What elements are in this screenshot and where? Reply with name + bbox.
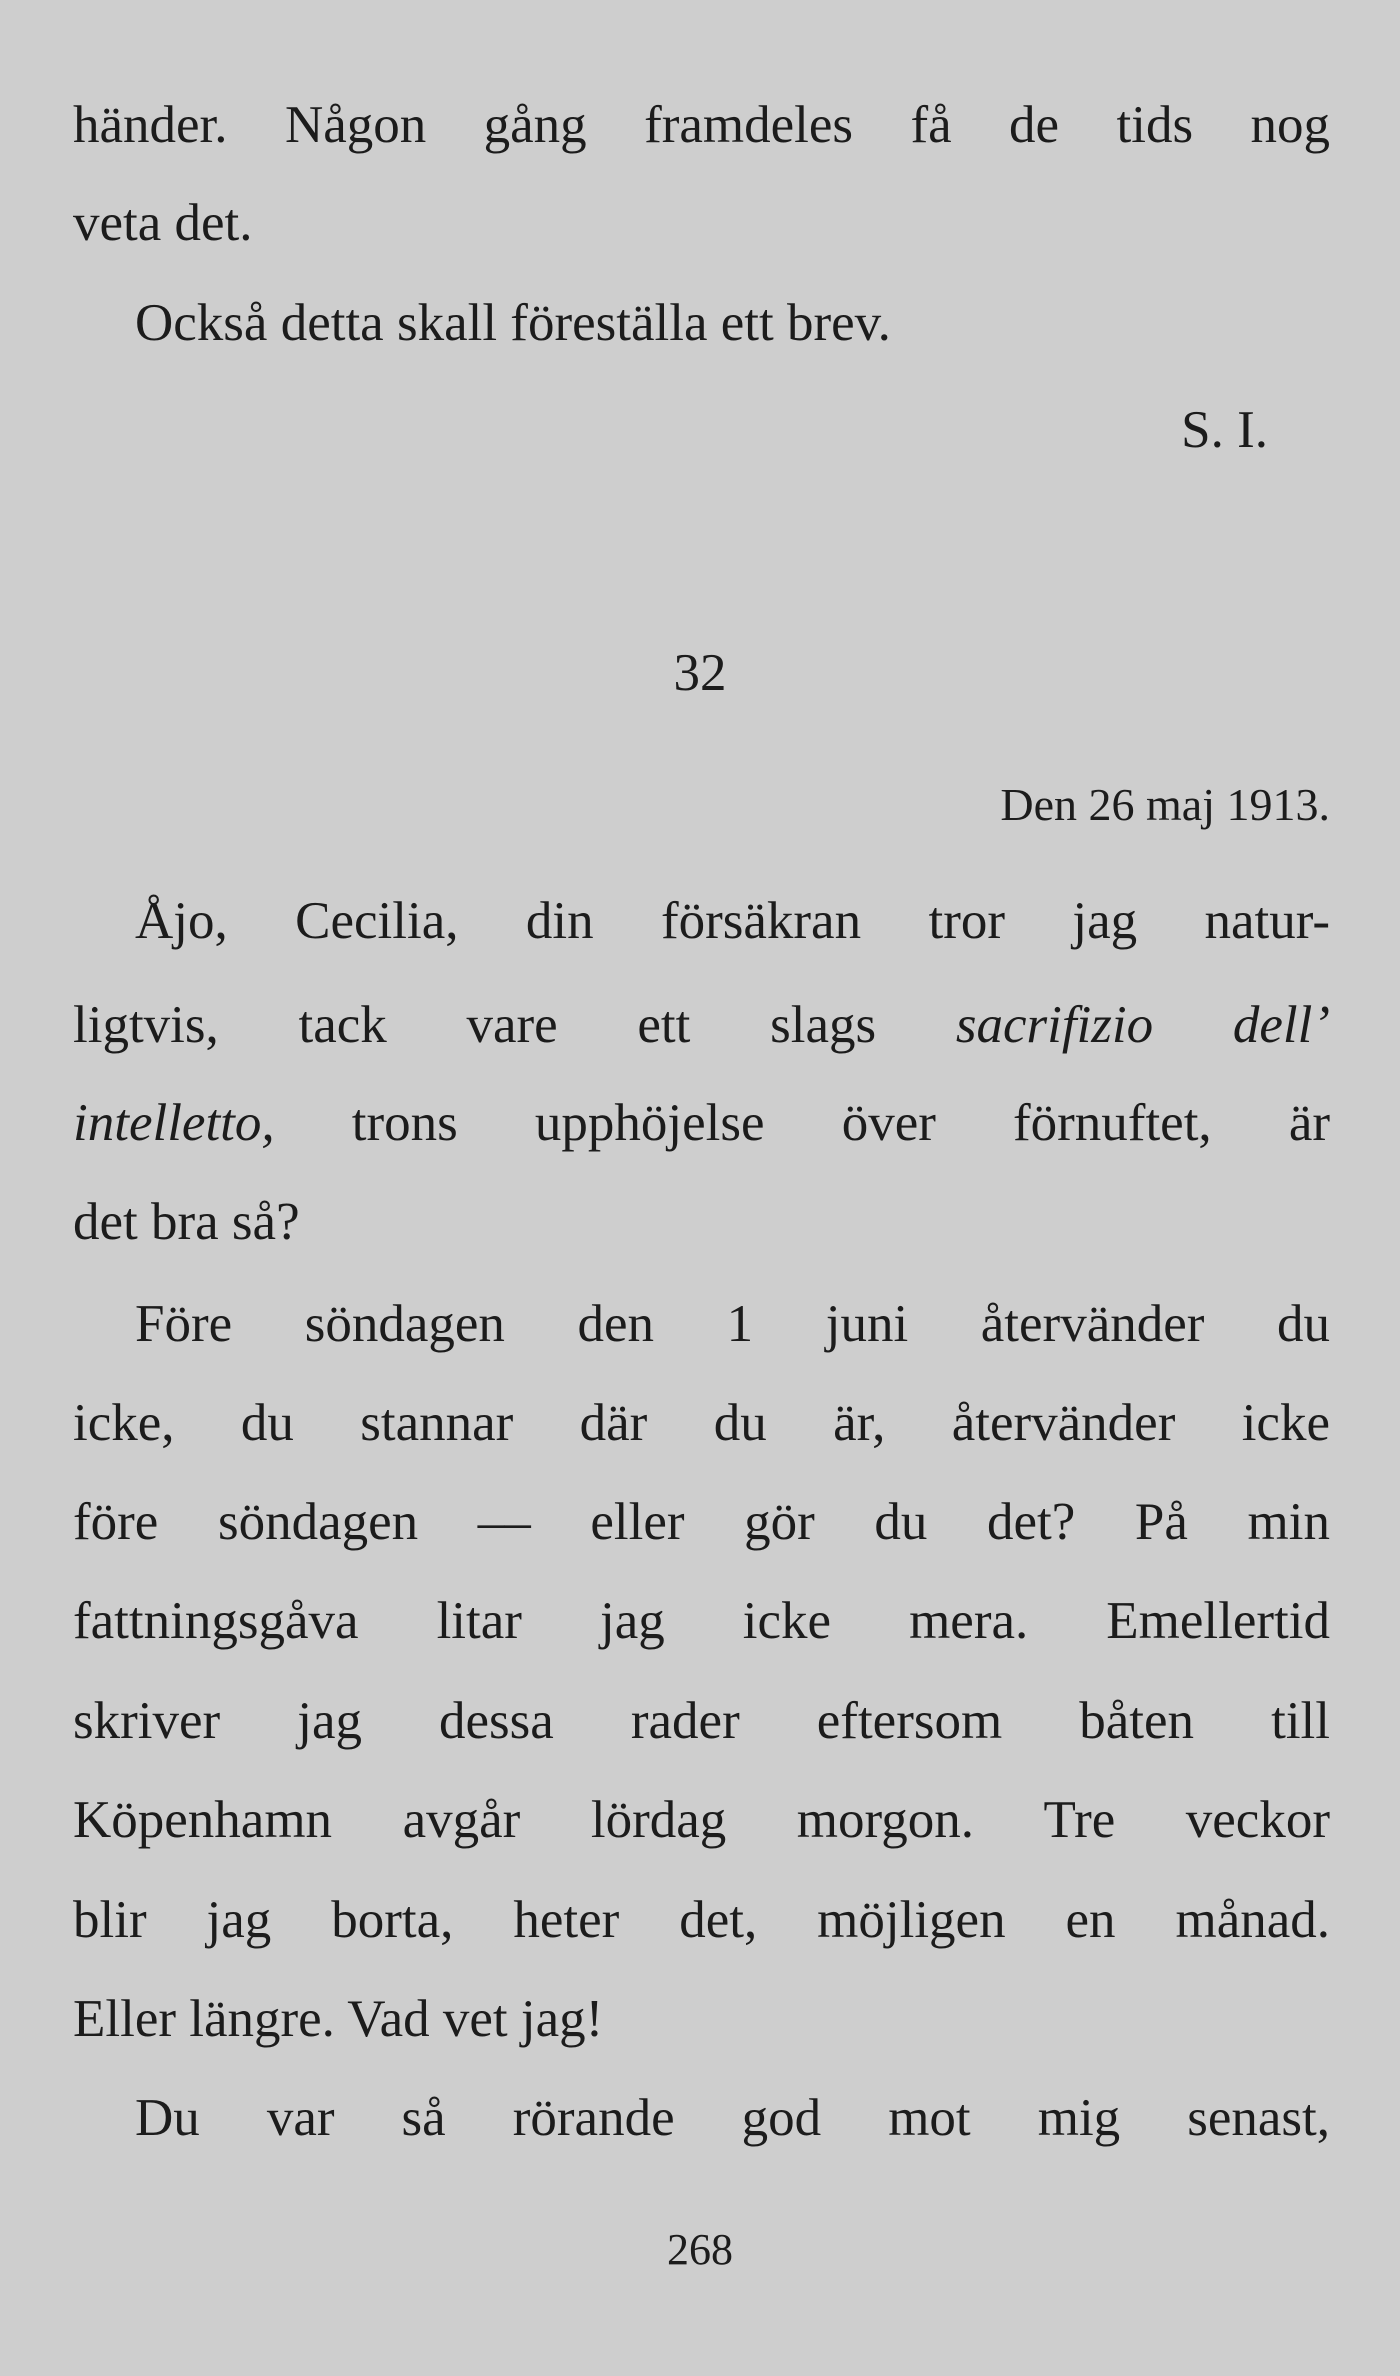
text-line: fattningsgåva litar jag icke mera. Emellertid [73,1592,1330,1650]
text-run: ligtvis, tack vare ett slags [73,996,956,1054]
text-line: det bra så? [73,1193,300,1251]
page-number: 268 [667,2225,733,2274]
text-run: trons upphöjelse över förnuftet, är [274,1094,1330,1152]
text-line: Före söndagen den 1 juni återvänder du [135,1295,1330,1353]
text-line: Eller längre. Vad vet jag! [73,1990,604,2048]
text-line [73,1091,1330,1155]
text-line [73,993,1330,1057]
italic-phrase: sacrifizio dell’ [955,996,1330,1054]
text-line: Åjo, Cecilia, din försäkran tror jag natur- [135,892,1330,950]
italic-phrase: intelletto, [73,1094,275,1152]
text-line: veta det. [73,194,253,252]
letter-date: Den 26 maj 1913. [1000,779,1330,830]
text-line: före söndagen –– eller gör du det? På min [73,1493,1330,1551]
text-line: blir jag borta, heter det, möjligen en månad. [73,1891,1330,1949]
text-line: Köpenhamn avgår lördag morgon. Tre veckor [73,1791,1330,1849]
text-line: Du var så rörande god mot mig senast, [135,2089,1330,2147]
signature: S. I. [1181,401,1268,459]
letter-number: 32 [673,644,727,702]
text-line: händer. Någon gång framdeles få de tids nog [73,96,1330,154]
closing-line: Också detta skall föreställa ett brev. [135,294,891,352]
text-line: icke, du stannar där du är, återvänder icke [73,1394,1330,1452]
text-line: skriver jag dessa rader eftersom båten till [73,1692,1330,1750]
